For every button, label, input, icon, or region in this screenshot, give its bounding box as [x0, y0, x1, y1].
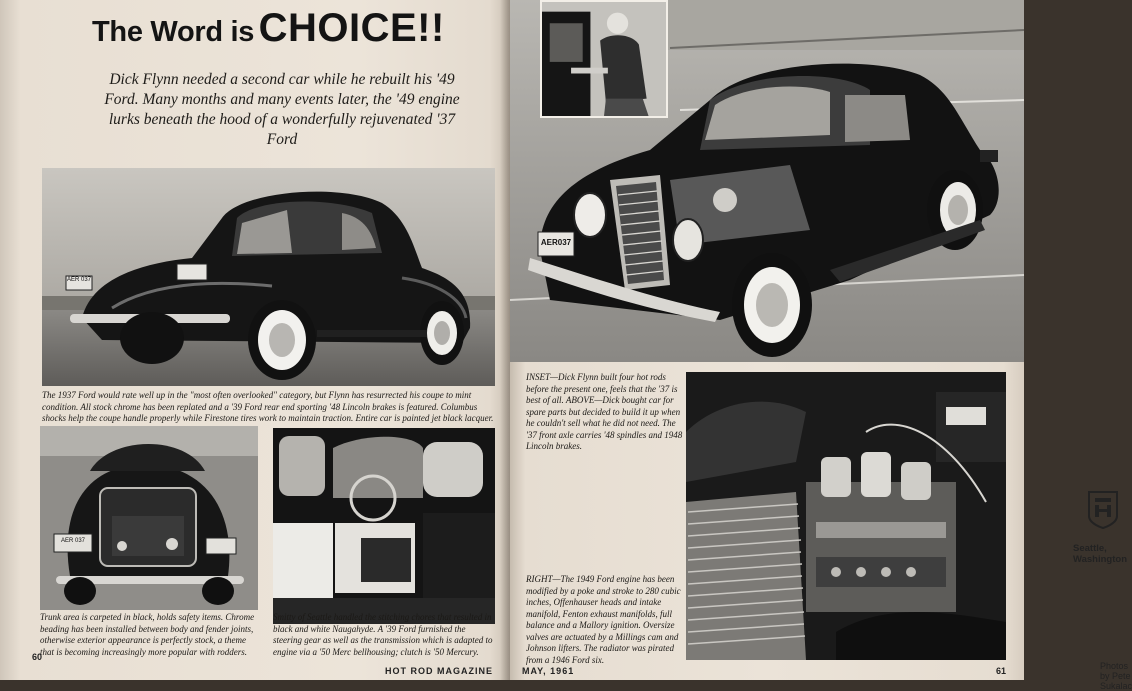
right-page — [510, 0, 1132, 691]
engine-caption: RIGHT—The 1949 Ford engine has been modified by a poke and stroke to 280 cubic inches, Offenhauser heads and intake manifold, Fenton exhaust manifolds, full balance and a Mallory ignition. Oversize valves are actuated by a Millings cam and Johnson lifters. The radiator was pirated from a 1946 Ford six. — [526, 574, 681, 665]
photo-credit: Photos by Pete Sukalac — [1100, 661, 1132, 691]
interior-photo-caption: Smitty of Seattle handled the stitching chores that resulted in black and white Naugahyde. A '39 Ford furnished the steering gear as well as the transmission which is adapted to engine via a '50 Merc bellhousing; clutch is '50 Mercury. — [273, 612, 493, 657]
main-photo-caption: The 1937 Ford would rate well up in the "most often overlooked" category, but Flynn has resurrected his coupe to mint condition. All stock chrome has been replated and a '39 Ford rear end sporting '48 Lincoln brakes is featured. Columbus shocks help the coupe handle properly while Firestone tires work to maintain traction. Entire car is painted jet black lacquer. — [42, 390, 494, 423]
article-headline — [92, 6, 445, 51]
article-deck: Dick Flynn needed a second car while he rebuilt his '49 Ford. Many months and many events later, the '49 engine lurks beneath the hood of a wonderfully rejuvenated '37 Ford — [104, 71, 460, 148]
trunk-photo-caption: Trunk area is carpeted in black, holds safety items. Chrome beading has been installed between body and fender joints, otherwise exterior appearance is perfectly stock, a theme that is becoming increasingly more popular with rodders. — [40, 612, 255, 657]
front-license-plate: AER037 — [540, 238, 572, 247]
interior-photo — [273, 428, 495, 624]
inset-above-caption: INSET—Dick Flynn built four hot rods before the present one, feels that the '37 is best of all. ABOVE—Dick bought car for spare parts but decided to build it up when he couldn't sell what he did not need. The '37 front axle carries '48 spindles and 1948 Lincoln brakes. — [526, 372, 683, 451]
left-page — [0, 0, 510, 680]
rear-license-plate: AER 037 — [66, 277, 91, 283]
trunk-photo — [40, 426, 258, 610]
petersen-logo-icon — [1085, 490, 1121, 530]
owner-inset-overlay — [540, 0, 668, 118]
left-page-number: 60 — [32, 652, 43, 662]
right-page-number: 61 — [996, 666, 1007, 676]
magazine-name: HOT ROD MAGAZINE — [385, 666, 493, 676]
issue-date: MAY, 1961 — [522, 666, 575, 676]
trunk-license-plate: AER 037 — [60, 538, 85, 544]
headline-lead: The Word is — [92, 16, 255, 48]
location-label: Seattle, Washington — [1073, 543, 1127, 565]
headline-emphasis: CHOICE!! — [258, 6, 445, 50]
coupe-rear-photo — [42, 168, 495, 386]
engine-photo — [686, 372, 1006, 660]
